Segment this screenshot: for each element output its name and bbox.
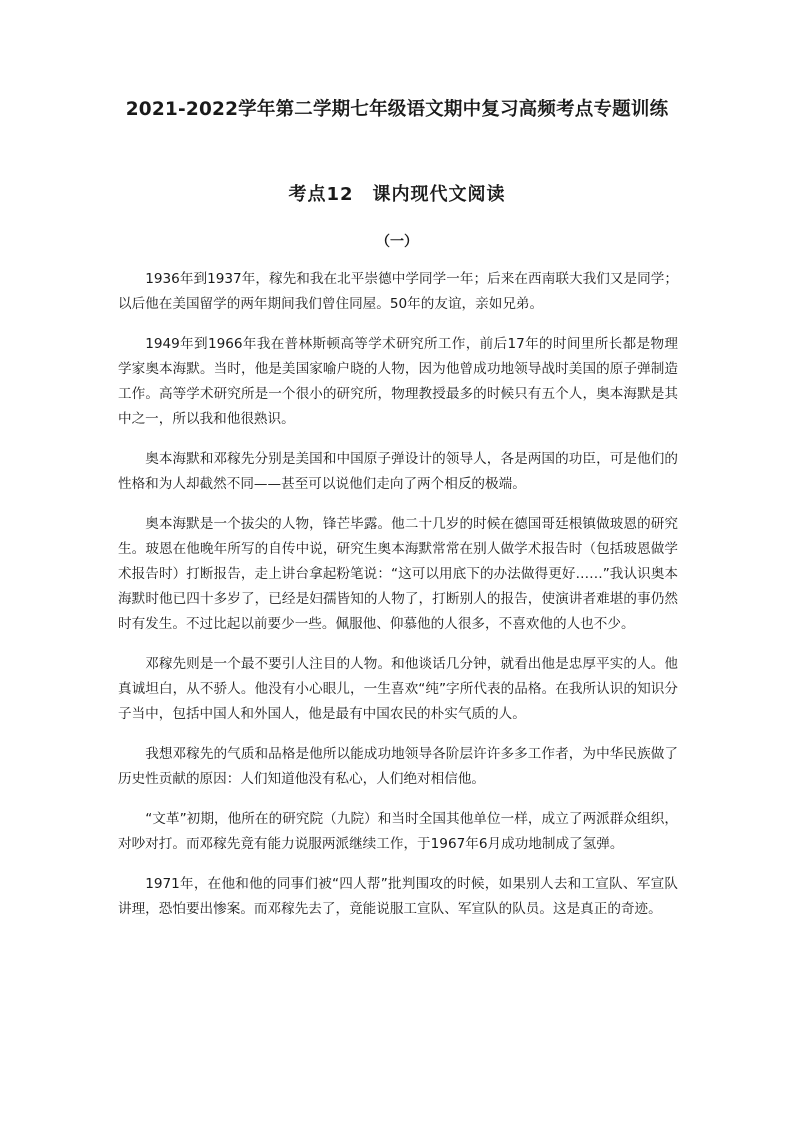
paragraph: 邓稼先则是一个最不要引人注目的人物。和他谈话几分钟，就看出他是忠厚平实的人。他真诚坦白，从不骄人。他没有小心眼儿，一生喜欢“纯”字所代表的品格。在我所认识的知识分子当中，包括中国人和外国人，他是最有中国农民的朴实气质的人。 — [118, 656, 678, 722]
paragraph: 我想邓稼先的气质和品格是他所以能成功地领导各阶层许许多多工作者，为中华民族做了历史性贡献的原因：人们知道他没有私心，人们绝对相信他。 — [118, 746, 678, 787]
document-title: 2021-2022学年第二学期七年级语文期中复习高频考点专题训练 — [125, 99, 669, 120]
passage-body — [118, 267, 678, 937]
paragraph: 1936年到1937年，稼先和我在北平崇德中学同学一年；后来在西南联大我们又是同学；以后他在美国留学的两年期间我们曾住同屋。50年的友谊，亲如兄弟。 — [118, 271, 678, 312]
paragraph: 1971年，在他和他的同事们被“四人帮”批判围攻的时候，如果别人去和工宣队、军宣队讲理，恐怕要出惨案。而邓稼先去了，竟能说服工宣队、军宣队的队员。这是真正的奇迹。 — [118, 876, 678, 917]
paragraph: “文革”初期，他所在的研究院（九院）和当时全国其他单位一样，成立了两派群众组织，对吵对打。而邓稼先竟有能力说服两派继续工作，于1967年6月成功地制成了氢弹。 — [118, 811, 678, 852]
paragraph: 1949年到1966年我在普林斯顿高等学术研究所工作，前后17年的时间里所长都是物理学家奥本海默。当时，他是美国家喻户晓的人物，因为他曾成功地领导战时美国的原子弹制造工作。高等学术研究所是一个很小的研究所，物理教授最多的时候只有五个人，奥本海默是其中之一，所以我和他很熟识。 — [118, 336, 678, 427]
section-number: （一） — [376, 234, 418, 250]
paragraph: 奥本海默和邓稼先分别是美国和中国原子弹设计的领导人，各是两国的功臣，可是他们的性格和为人却截然不同——甚至可以说他们走向了两个相反的极端。 — [118, 451, 678, 492]
document-subtitle: 考点12 课内现代文阅读 — [288, 184, 506, 205]
paragraph: 奥本海默是一个拔尖的人物，锋芒毕露。他二十几岁的时候在德国哥廷根镇做玻恩的研究生。玻恩在他晚年所写的自传中说，研究生奥本海默常常在别人做学术报告时（包括玻恩做学术报告时）打断报告，走上讲台拿起粉笔说：“这可以用底下的办法做得更好……”我认识奥本海默时他已四十多岁了，已经是妇孺皆知的人物了，打断别人的报告，使演讲者难堪的事仍然时有发生。不过比起以前要少一些。佩服他、仰慕他的人很多，不喜欢他的人也不少。 — [118, 516, 678, 632]
